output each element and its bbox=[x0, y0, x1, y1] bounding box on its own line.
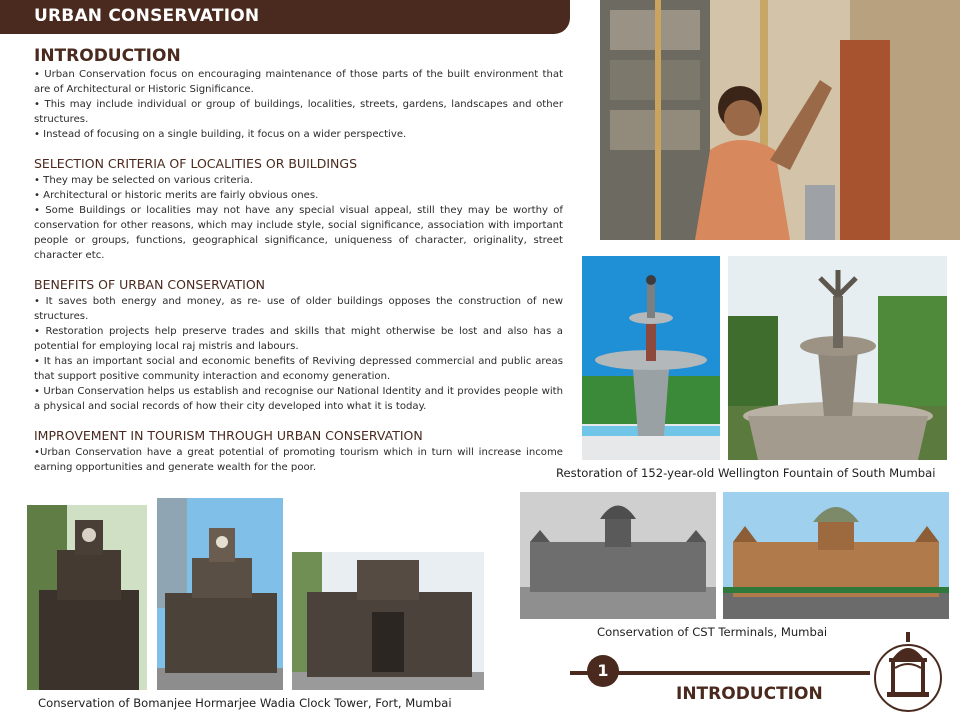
benefits-heading: BENEFITS OF URBAN CONSERVATION bbox=[34, 277, 266, 292]
intro-bullet: • This may include individual or group of buildings, localities, streets, gardens, landscapes and other structures. bbox=[34, 99, 563, 125]
selection-heading: SELECTION CRITERIA OF LOCALITIES OR BUILDINGS bbox=[34, 156, 358, 171]
intro-bullet: • Urban Conservation focus on encouraging maintenance of those parts of the built environment that are of Architectural or Historic Significance. bbox=[34, 69, 563, 95]
benefits-bullet: • Urban Conservation helps us establish and recognise our National Identity and it provides people with a physical and social records of how their city developed into what it is today. bbox=[34, 386, 563, 412]
worker-restoration-photo bbox=[600, 0, 960, 240]
tourism-bullet: •Urban Conservation have a great potential of promoting tourism which in turn will increase income earning opportunities and generate wealth for the poor. bbox=[34, 447, 563, 473]
benefits-bullet: • It saves both energy and money, as re- use of older buildings opposes the construction of new structures. bbox=[34, 296, 563, 322]
clock-tower-photo-1 bbox=[27, 505, 147, 690]
clock-tower-caption: Conservation of Bomanjee Hormarjee Wadia Clock Tower, Fort, Mumbai bbox=[38, 696, 452, 710]
footer-section-label: INTRODUCTION bbox=[676, 684, 823, 704]
text-column bbox=[34, 46, 563, 475]
benefits-bullet: • It has an important social and economic benefits of Reviving depressed commercial and public areas that support positive community interaction and economy generation. bbox=[34, 356, 563, 382]
cst-caption: Conservation of CST Terminals, Mumbai bbox=[597, 625, 828, 639]
fountain-caption: Restoration of 152-year-old Wellington Fountain of South Mumbai bbox=[556, 466, 936, 480]
fountain-photo-left bbox=[582, 256, 720, 460]
cst-old-photo bbox=[520, 492, 716, 619]
pavilion-logo-icon bbox=[873, 628, 943, 716]
selection-bullet: • They may be selected on various criteria. bbox=[34, 175, 253, 186]
benefits-bullet: • Restoration projects help preserve trades and skills that might otherwise be lost and also has a potential for employing local raj mistris and labours. bbox=[34, 326, 563, 352]
tourism-heading: IMPROVEMENT IN TOURISM THROUGH URBAN CONSERVATION bbox=[34, 428, 423, 443]
intro-heading: INTRODUCTION bbox=[34, 46, 181, 66]
page-title: URBAN CONSERVATION bbox=[34, 6, 260, 26]
clock-tower-photo-3 bbox=[292, 552, 484, 690]
cst-new-photo bbox=[723, 492, 949, 619]
fountain-photo-right bbox=[728, 256, 947, 460]
page-number: 1 bbox=[587, 655, 619, 687]
clock-tower-photo-2 bbox=[157, 498, 283, 690]
selection-bullet: • Architectural or historic merits are fairly obvious ones. bbox=[34, 190, 319, 201]
selection-bullet: • Some Buildings or localities may not have any special visual appeal, still they may be worthy of conservation for other reasons, which may include style, social significance, association with important people or groups, functions, geographical significance, uniqueness of character, originality, street character etc. bbox=[34, 205, 563, 261]
intro-bullet: • Instead of focusing on a single building, it focus on a wider perspective. bbox=[34, 129, 407, 140]
